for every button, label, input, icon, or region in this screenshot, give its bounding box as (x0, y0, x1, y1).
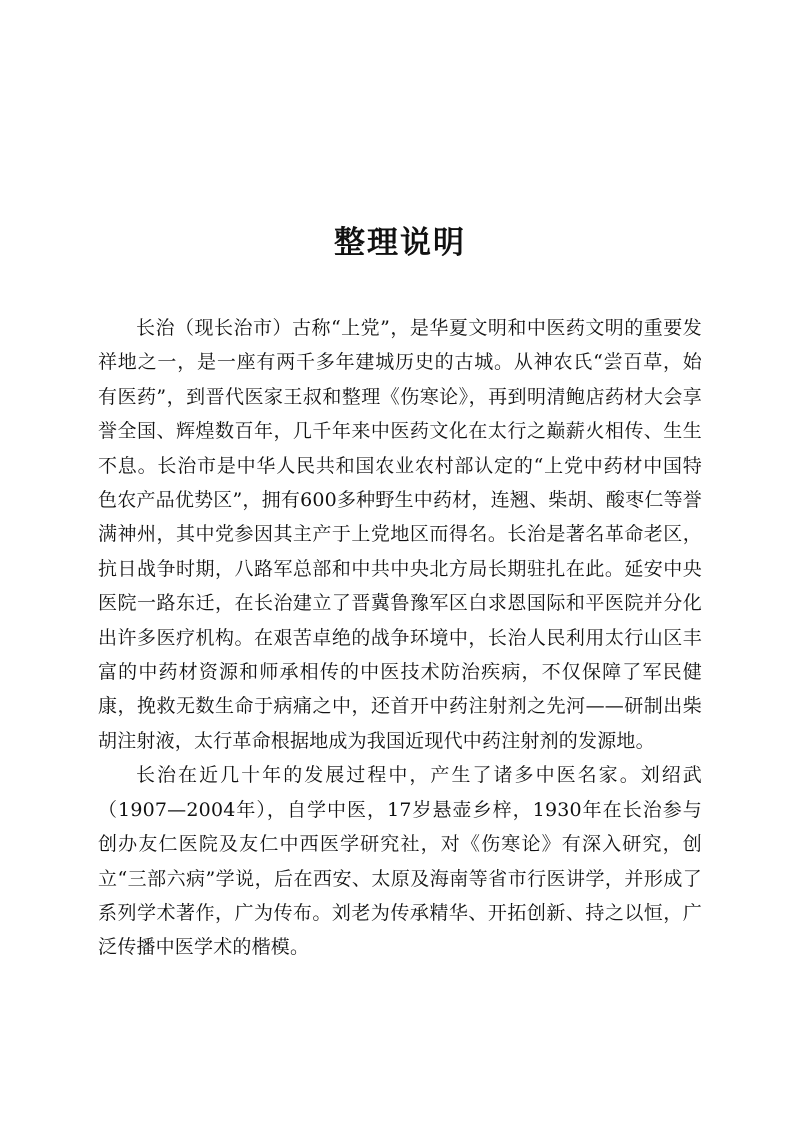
paragraph-2: 长治在近几十年的发展过程中，产生了诸多中医名家。刘绍武（1907—2004年），自学中医，17岁悬壶乡梓，1930年在长治参与创办友仁医院及友仁中西医学研究社，对《伤寒论》有深入研究，创立“三部六病”学说，后在西安、太原及海南等省市行医讲学，并形成了系列学术著作，广为传布。刘老为传承精华、开拓创新、持之以恒，广泛传播中医学术的楷模。 (98, 764, 702, 959)
paragraph-1: 长治（现长治市）古称“上党”，是华夏文明和中医药文明的重要发祥地之一，是一座有两千多年建城历史的古城。从神农氏“尝百草，始有医药”，到晋代医家王叔和整理《伤寒论》，再到明清鲍店药材大会享誉全国、辉煌数百年，几千年来中医药文化在太行之巅薪火相传、生生不息。长治市是中华人民共和国农业农村部认定的“上党中药材中国特色农产品优势区”，拥有600多种野生中药材，连翘、柴胡、酸枣仁等誉满神州，其中党参因其主产于上党地区而得名。长治是著名革命老区，抗日战争时期，八路军总部和中共中央北方局长期驻扎在此。延安中央医院一路东迁，在长治建立了晋冀鲁豫军区白求恩国际和平医院并分化出许多医疗机构。在艰苦卓绝的战争环境中，长治人民利用太行山区丰富的中药材资源和师承相传的中医技术防治疾病，不仅保障了军民健康，挽救无数生命于病痛之中，还首开中药注射剂之先河——研制出柴胡注射液，太行革命根据地成为我国近现代中药注射剂的发源地。 (98, 317, 702, 752)
body-text (98, 311, 702, 965)
page-title: 整理说明 (334, 225, 466, 261)
